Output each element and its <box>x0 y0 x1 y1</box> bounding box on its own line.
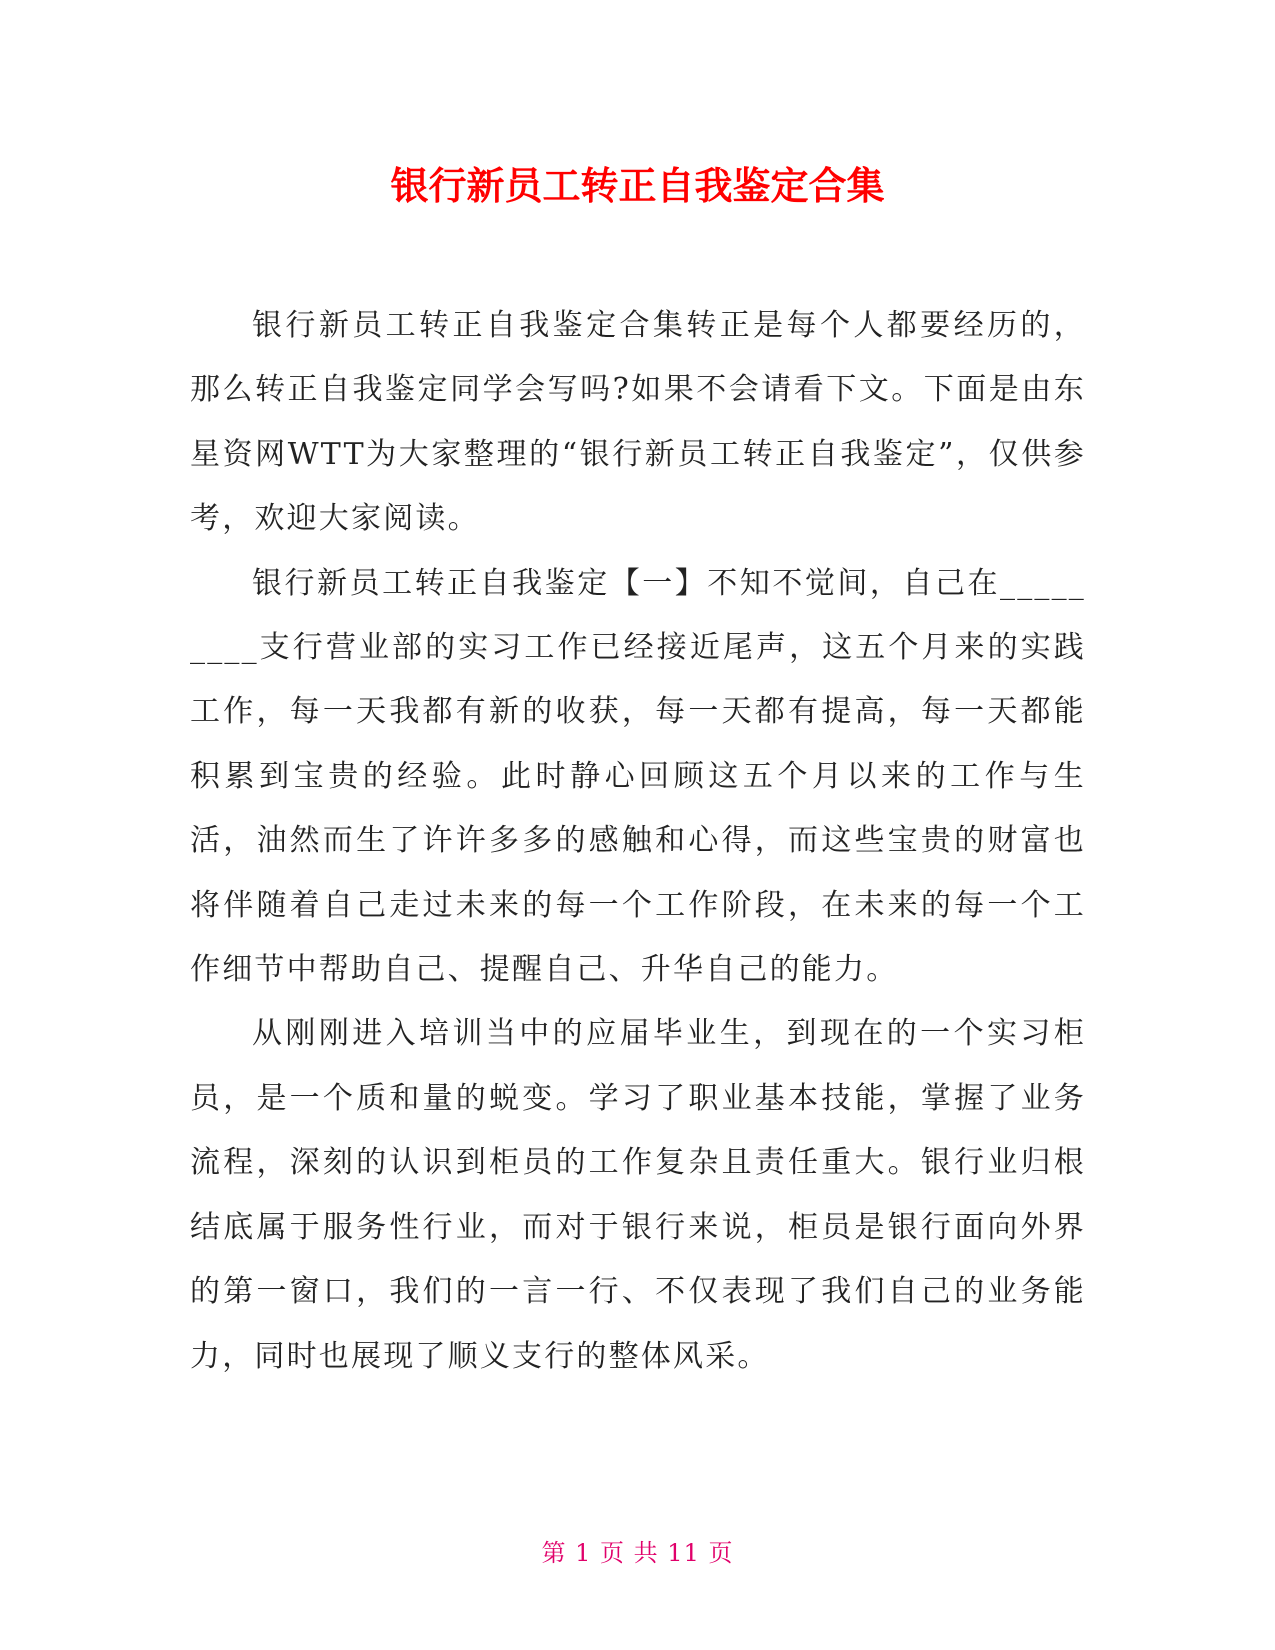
page-number-footer: 第 1 页 共 11 页 <box>541 1539 734 1567</box>
paragraph-section-one: 银行新员工转正自我鉴定【一】不知不觉间，自己在_________支行营业部的实习工作已经接近尾声，这五个月来的实践工作，每一天我都有新的收获，每一天都有提高，每一天都能积累到宝贵的经验。此时静心回顾这五个月以来的工作与生活，油然而生了许许多多的感触和心得，而这些宝贵的财富也将伴随着自己走过未来的每一个工作阶段，在未来的每一个工作细节中帮助自己、提醒自己、升华自己的能力。 <box>190 565 1086 988</box>
document-title: 银行新员工转正自我鉴定合集 <box>390 164 885 208</box>
paragraph-growth: 从刚刚进入培训当中的应届毕业生，到现在的一个实习柜员，是一个质和量的蜕变。学习了职业基本技能，掌握了业务流程，深刻的认识到柜员的工作复杂且责任重大。银行业归根结底属于服务性行业，而对于银行来说，柜员是银行面向外界的第一窗口，我们的一言一行、不仅表现了我们自己的业务能力，同时也展现了顺义支行的整体风采。 <box>190 1016 1086 1374</box>
document-body <box>190 294 1086 1389</box>
paragraph-intro: 银行新员工转正自我鉴定合集转正是每个人都要经历的，那么转正自我鉴定同学会写吗?如果不会请看下文。下面是由东星资网WTT为大家整理的“银行新员工转正自我鉴定”，仅供参考，欢迎大家阅读。 <box>190 308 1086 537</box>
